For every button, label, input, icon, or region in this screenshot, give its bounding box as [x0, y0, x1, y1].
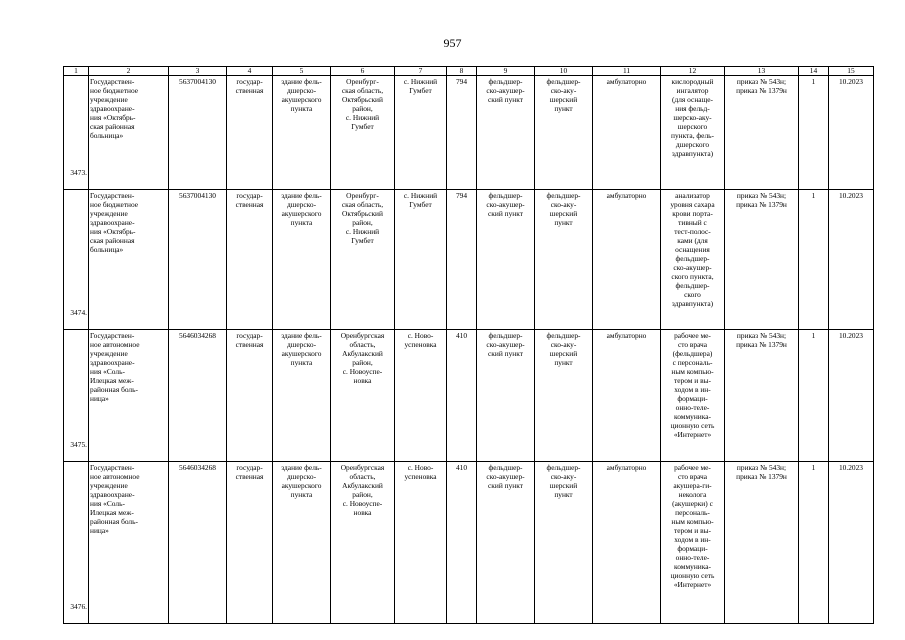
unit-type-cell: фельдшер- ско-акушер- ский пункт — [477, 462, 535, 624]
table-row — [64, 462, 874, 624]
row-number: 3473. — [64, 76, 89, 190]
date-cell: 10.2023 — [829, 462, 874, 624]
population-cell: 410 — [447, 462, 477, 624]
column-header: 14 — [799, 67, 829, 76]
date-cell: 10.2023 — [829, 330, 874, 462]
settlement-cell: с. Ново- успеновка — [395, 462, 447, 624]
inn-cell: 5646034268 — [169, 330, 227, 462]
quantity-cell: 1 — [799, 462, 829, 624]
care-form-cell: амбулаторно — [593, 330, 661, 462]
ownership-cell: государ- ственная — [227, 76, 273, 190]
table-row — [64, 76, 874, 190]
population-cell: 794 — [447, 76, 477, 190]
unit-kind-cell: фельдшер- ско-аку- шерский пункт — [535, 462, 593, 624]
column-header: 2 — [89, 67, 169, 76]
equipment-cell: рабочее ме- сто врача (фельдшера) с персональ- ным компью- тером и вы- ходом в ин- формаци- онно-теле- коммуника- ционную сеть «Интернет» — [661, 330, 725, 462]
ownership-cell: государ- ственная — [227, 190, 273, 330]
column-header: 4 — [227, 67, 273, 76]
order-cell: приказ № 543н; приказ № 1379н — [725, 76, 799, 190]
column-header: 1 — [64, 67, 89, 76]
building-cell: здание фель- дшерско- акушерского пункта — [273, 190, 331, 330]
region-cell: Оренбургская область, Акбулакский район, с. Новоуспе- новка — [331, 462, 395, 624]
equipment-cell: рабочее ме- сто врача акушера-ги- неколога (акушерки) с персональ- ным компью- тером и вы- ходом в ин- формаци- онно-теле- коммуника- ционную сеть «Интернет» — [661, 462, 725, 624]
table-row — [64, 330, 874, 462]
unit-kind-cell: фельдшер- ско-аку- шерский пункт — [535, 76, 593, 190]
registry-table — [63, 66, 874, 624]
column-header: 11 — [593, 67, 661, 76]
settlement-cell: с. Нижний Гумбет — [395, 190, 447, 330]
row-number: 3475. — [64, 330, 89, 462]
column-header: 8 — [447, 67, 477, 76]
care-form-cell: амбулаторно — [593, 462, 661, 624]
column-header: 6 — [331, 67, 395, 76]
care-form-cell: амбулаторно — [593, 190, 661, 330]
building-cell: здание фель- дшерско- акушерского пункта — [273, 462, 331, 624]
column-header: 10 — [535, 67, 593, 76]
date-cell: 10.2023 — [829, 76, 874, 190]
organization-cell: Государствен- ное автономное учреждение здравоохране- ния «Соль- Илецкая меж- районная боль- ница» — [89, 462, 169, 624]
region-cell: Оренбург- ская область, Октябрьский район, с. Нижний Гумбет — [331, 76, 395, 190]
ownership-cell: государ- ственная — [227, 330, 273, 462]
column-header: 9 — [477, 67, 535, 76]
order-cell: приказ № 543н; приказ № 1379н — [725, 330, 799, 462]
page-number: 957 — [443, 36, 462, 50]
building-cell: здание фель- дшерско- акушерского пункта — [273, 76, 331, 190]
ownership-cell: государ- ственная — [227, 462, 273, 624]
inn-cell: 5637004130 — [169, 190, 227, 330]
quantity-cell: 1 — [799, 330, 829, 462]
column-header: 12 — [661, 67, 725, 76]
unit-type-cell: фельдшер- ско-акушер- ский пункт — [477, 190, 535, 330]
quantity-cell: 1 — [799, 190, 829, 330]
organization-cell: Государствен- ное бюджетное учреждение здравоохране- ния «Октябрь- ская районная больница» — [89, 190, 169, 330]
equipment-cell: анализатор уровня сахара крови порта- тивный с тест-полос- ками (для оснащения фельдшер- ско-акушер- ского пункта, фельдшер- ского здравпункта) — [661, 190, 725, 330]
organization-cell: Государствен- ное бюджетное учреждение здравоохране- ния «Октябрь- ская районная больница» — [89, 76, 169, 190]
row-number: 3476. — [64, 462, 89, 624]
settlement-cell: с. Ново- успеновка — [395, 330, 447, 462]
unit-kind-cell: фельдшер- ско-аку- шерский пункт — [535, 190, 593, 330]
header-row — [64, 67, 874, 76]
care-form-cell: амбулаторно — [593, 76, 661, 190]
organization-cell: Государствен- ное автономное учреждение здравоохране- ния «Соль- Илецкая меж- районная боль- ница» — [89, 330, 169, 462]
quantity-cell: 1 — [799, 76, 829, 190]
column-header: 15 — [829, 67, 874, 76]
population-cell: 410 — [447, 330, 477, 462]
date-cell: 10.2023 — [829, 190, 874, 330]
unit-type-cell: фельдшер- ско-акушер- ский пункт — [477, 330, 535, 462]
order-cell: приказ № 543н; приказ № 1379н — [725, 462, 799, 624]
table-row — [64, 190, 874, 330]
column-header: 13 — [725, 67, 799, 76]
equipment-cell: кислородный ингалятор (для оснаще- ния фельд- шерско-аку- шерского пункта, фель- дшерского здравпункта) — [661, 76, 725, 190]
unit-type-cell: фельдшер- ско-акушер- ский пункт — [477, 76, 535, 190]
region-cell: Оренбургская область, Акбулакский район, с. Новоуспе- новка — [331, 330, 395, 462]
settlement-cell: с. Нижний Гумбет — [395, 76, 447, 190]
row-number: 3474. — [64, 190, 89, 330]
inn-cell: 5637004130 — [169, 76, 227, 190]
column-header: 3 — [169, 67, 227, 76]
column-header: 5 — [273, 67, 331, 76]
building-cell: здание фель- дшерско- акушерского пункта — [273, 330, 331, 462]
population-cell: 794 — [447, 190, 477, 330]
column-header: 7 — [395, 67, 447, 76]
region-cell: Оренбург- ская область, Октябрьский район, с. Нижний Гумбет — [331, 190, 395, 330]
inn-cell: 5646034268 — [169, 462, 227, 624]
unit-kind-cell: фельдшер- ско-аку- шерский пункт — [535, 330, 593, 462]
order-cell: приказ № 543н; приказ № 1379н — [725, 190, 799, 330]
